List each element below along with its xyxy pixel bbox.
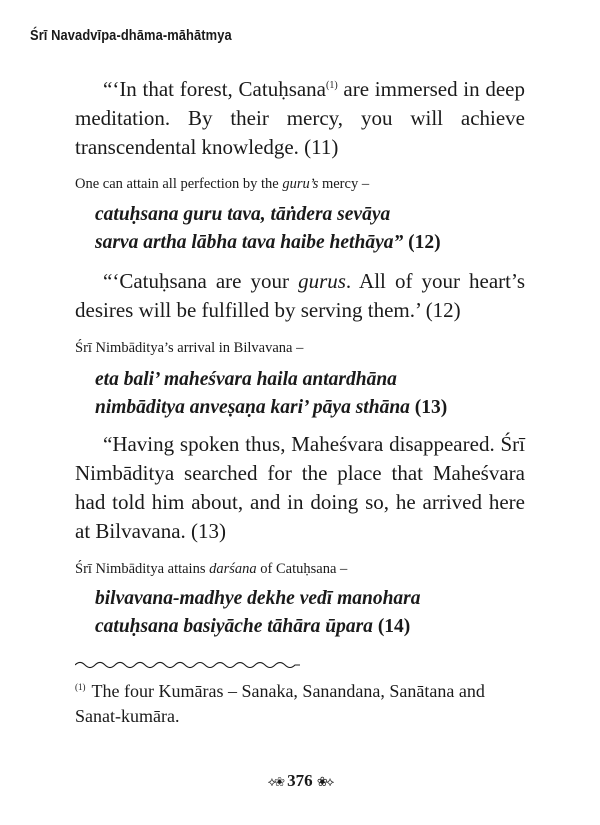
section-heading-perfection <box>75 176 525 193</box>
verse-line: catuḥsana basiyāche tāhāra ūpara <box>95 616 373 637</box>
heading-text: mercy – <box>318 176 370 192</box>
verse-13 <box>75 366 525 422</box>
heading-text: Śrī Nimbāditya attains <box>75 561 210 577</box>
heading-text: One can attain all perfection by the <box>75 176 283 192</box>
paragraph-text <box>75 430 525 546</box>
paragraph-text: “‘Catuḥsana are your <box>103 269 299 293</box>
verse-number: (14) <box>377 616 411 637</box>
ornament-left-icon: ⟡❀ <box>267 774 283 789</box>
ornament-right-icon: ❀⟡ <box>316 774 333 789</box>
verse-line: eta bali’ maheśvara haila antardhāna <box>95 369 397 390</box>
page-number <box>0 771 600 791</box>
running-head: Śrī Navadvīpa-dhāma-māhātmya <box>30 27 232 44</box>
footnote-reference[interactable]: (1) <box>326 80 338 91</box>
section-heading-darsana <box>75 561 525 578</box>
paragraph-text: “‘In that forest, Catuḥsana <box>103 77 327 101</box>
footnote-separator-flourish <box>75 660 300 670</box>
verse-line: bilvavana-madhye dekhe vedī manohara <box>95 588 421 609</box>
page-number-text: 376 <box>287 771 313 790</box>
heading-emphasis: guru’s <box>282 176 319 192</box>
verse-14 <box>75 585 525 641</box>
heading-text: Śrī Nimbāditya’s arrival in Bilvavana – <box>75 340 304 356</box>
verse-12 <box>75 201 525 257</box>
paragraph-13 <box>75 430 525 546</box>
footnote-text: The four Kumāras – Sanaka, Sanandana, Sanātana and Sanat-kumāra. <box>75 681 485 726</box>
verse-line: catuḥsana guru tava, tāṅdera sevāya <box>95 204 391 225</box>
paragraph-11 <box>75 75 525 162</box>
footnote-marker: (1) <box>75 682 86 692</box>
heading-emphasis: darśana <box>209 561 257 577</box>
verse-line: nimbāditya anveṣaṇa kari’ pāya sthāna <box>95 397 410 418</box>
paragraph-text: are immersed in deep meditation. By their mercy, you will achieve transcendental knowledge. (11) <box>75 77 526 159</box>
section-heading-arrival <box>75 340 525 357</box>
verse-line: sarva artha lābha tava haibe hethāya” <box>95 232 404 253</box>
footnote <box>75 679 530 729</box>
verse-number: (13) <box>414 397 448 418</box>
paragraph-text: . All of your heart’s desires will be fulfilled by serving them.’ (12) <box>75 269 525 322</box>
paragraph-text: “Having spoken thus, Maheśvara disappeared. Śrī Nimbāditya searched for the place that Maheśvara had told him about, and in doing so, he arrived here at Bilvavana. (13) <box>75 432 525 543</box>
heading-text: of Catuḥsana – <box>256 561 348 577</box>
verse-number: (12) <box>408 232 441 253</box>
paragraph-12 <box>75 267 525 325</box>
paragraph-emphasis: gurus <box>298 269 346 293</box>
